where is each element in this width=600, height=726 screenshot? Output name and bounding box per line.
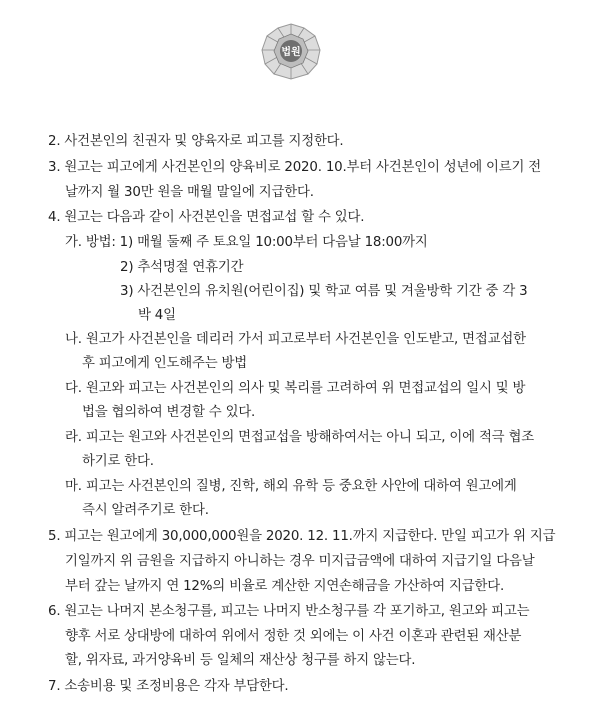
item-3-line-1: 3. 원고는 피고에게 사건본인의 양육비로 2020. 10.부터 사건본인이 성년에 이르기 전 <box>48 160 542 175</box>
item-6-line-1: 6. 원고는 나머지 본소청구를, 피고는 나머지 반소청구를 각 포기하고, 원고와 피고는 <box>48 604 530 619</box>
item-7: 7. 소송비용 및 조정비용은 각자 부담한다. <box>48 679 289 694</box>
item-4-ga-line-2: 2) 추석명절 연휴기간 <box>120 260 244 275</box>
item-4-ma-line-1: 마. 피고는 사건본인의 질병, 진학, 해외 유학 등 중요한 사안에 대하여 원고에게 <box>65 479 517 494</box>
item-4-ma-line-2: 즉시 알려주기로 한다. <box>82 503 209 518</box>
item-5-line-1: 5. 피고는 원고에게 30,000,000원을 2020. 12. 11.까지 지급한다. 만일 피고가 위 지급 <box>48 529 556 544</box>
item-4-ra-line-2: 하기로 한다. <box>82 454 154 469</box>
item-6-line-3: 할, 위자료, 과거양육비 등 일체의 재산상 청구를 하지 않는다. <box>65 653 416 668</box>
item-4-da-line-1: 다. 원고와 피고는 사건본인의 의사 및 복리를 고려하여 위 면접교섭의 일시 및 방 <box>65 381 526 396</box>
item-4-da-line-2: 법을 협의하여 변경할 수 있다. <box>82 405 256 420</box>
item-4: 4. 원고는 다음과 같이 사건본인을 면접교섭 할 수 있다. <box>48 210 365 225</box>
item-4-ra-line-1: 라. 피고는 원고와 사건본인의 면접교섭을 방해하여서는 아니 되고, 이에 적극 협조 <box>65 430 534 445</box>
court-emblem-icon <box>259 22 323 82</box>
item-3-line-2: 날까지 월 30만 원을 매월 말일에 지급한다. <box>65 185 314 200</box>
item-4-na-line-1: 나. 원고가 사건본인을 데리러 가서 피고로부터 사건본인을 인도받고, 면접교섭한 <box>65 332 526 347</box>
item-5-line-3: 부터 갚는 날까지 연 12%의 비율로 계산한 지연손해금을 가산하여 지급한다. <box>65 579 505 594</box>
item-2: 2. 사건본인의 친권자 및 양육자로 피고를 지정한다. <box>48 134 344 149</box>
item-4-ga-line-4: 박 4일 <box>138 308 176 323</box>
item-4-na-line-2: 후 피고에게 인도해주는 방법 <box>82 356 247 371</box>
item-4-ga-line-3: 3) 사건본인의 유치원(어린이집) 및 학교 여름 및 겨울방학 기간 중 각 3 <box>120 284 528 299</box>
item-6-line-2: 향후 서로 상대방에 대하여 위에서 정한 것 외에는 이 사건 이혼과 관련된 재산분 <box>65 629 522 644</box>
item-5-line-2: 기일까지 위 금원을 지급하지 아니하는 경우 미지급금액에 대하여 지급기일 다음날 <box>65 554 535 569</box>
item-4-ga-line-1: 가. 방법: 1) 매월 둘째 주 토요일 10:00부터 다음날 18:00까지 <box>65 235 428 250</box>
emblem-label: 법원 <box>281 47 301 58</box>
